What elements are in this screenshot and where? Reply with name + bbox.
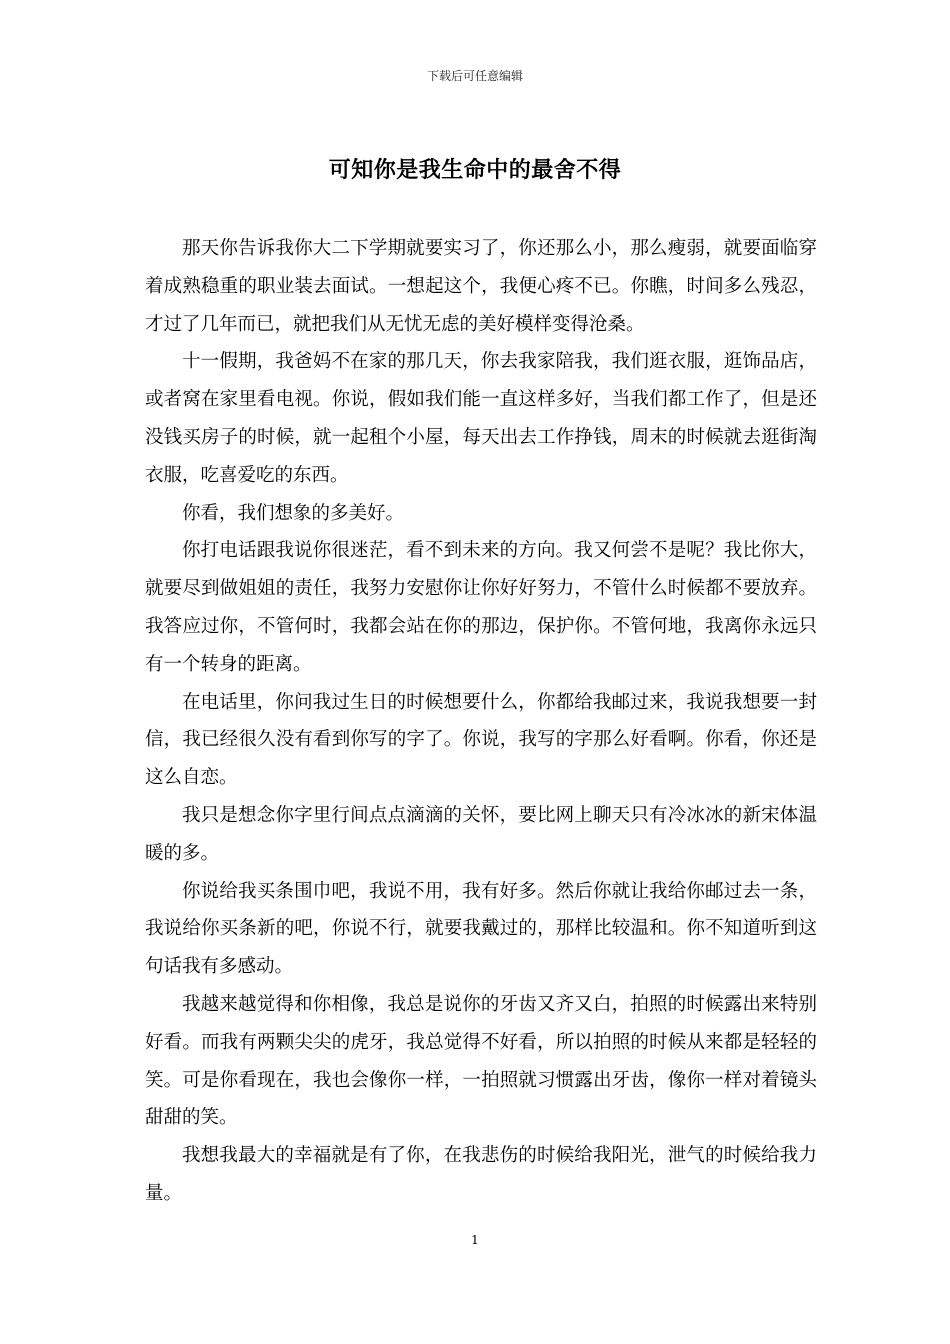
paragraph: 你说给我买条围巾吧，我说不用，我有好多。然后你就让我给你邮过去一条，我说给你买条新的吧，你说不行，就要我戴过的，那样比较温和。你不知道听到这句话我有多感动。 — [145, 880, 817, 978]
paragraph: 那天你告诉我你大二下学期就要实习了，你还那么小，那么瘦弱，就要面临穿着成熟稳重的职业装去面试。一想起这个，我便心疼不已。你瞧，时间多么残忍，才过了几年而已，就把我们从无忧无虑的美好模样变得沧桑。 — [145, 238, 817, 335]
paragraph: 在电话里，你问我过生日的时候想要什么，你都给我邮过来，我说我想要一封信，我已经很久没有看到你写的字了。你说，我写的字那么好看啊。你看，你还是这么自恋。 — [145, 691, 817, 789]
paragraph: 我想我最大的幸福就是有了你，在我悲伤的时候给我阳光，泄气的时候给我力量。 — [145, 1145, 817, 1204]
paragraph: 十一假期，我爸妈不在家的那几天，你去我家陪我，我们逛衣服，逛饰品店，或者窝在家里看电视。你说，假如我们能一直这样多好，当我们都工作了，但是还没钱买房子的时候，就一起租个小屋，每天出去工作挣钱，周末的时候就去逛街淘衣服，吃喜爱吃的东西。 — [145, 351, 817, 486]
paragraph: 你打电话跟我说你很迷茫，看不到未来的方向。我又何尝不是呢？我比你大，就要尽到做姐姐的责任，我努力安慰你让你好好努力，不管什么时候都不要放弃。我答应过你，不管何时，我都会站在你的那边，保护你。不管何地，我离你永远只有一个转身的距离。 — [145, 540, 817, 675]
paragraph: 我只是想念你字里行间点点滴滴的关怀，要比网上聊天只有冷冰冰的新宋体温暖的多。 — [145, 804, 817, 864]
page-number: 1 — [471, 1233, 479, 1247]
document-title: 可知你是我生命中的最舍不得 — [328, 157, 622, 183]
paragraph: 你看，我们想象的多美好。 — [182, 502, 405, 524]
paragraph: 我越来越觉得和你相像，我总是说你的牙齿又齐又白，拍照的时候露出来特别好看。而我有两颗尖尖的虎牙，我总觉得不好看，所以拍照的时候从来都是轻轻的笑。可是你看现在，我也会像你一样，一拍照就习惯露出牙齿，像你一样对着镜头甜甜的笑。 — [145, 993, 817, 1129]
document-body — [145, 230, 817, 1213]
header-note: 下载后可任意编辑 — [426, 69, 523, 83]
